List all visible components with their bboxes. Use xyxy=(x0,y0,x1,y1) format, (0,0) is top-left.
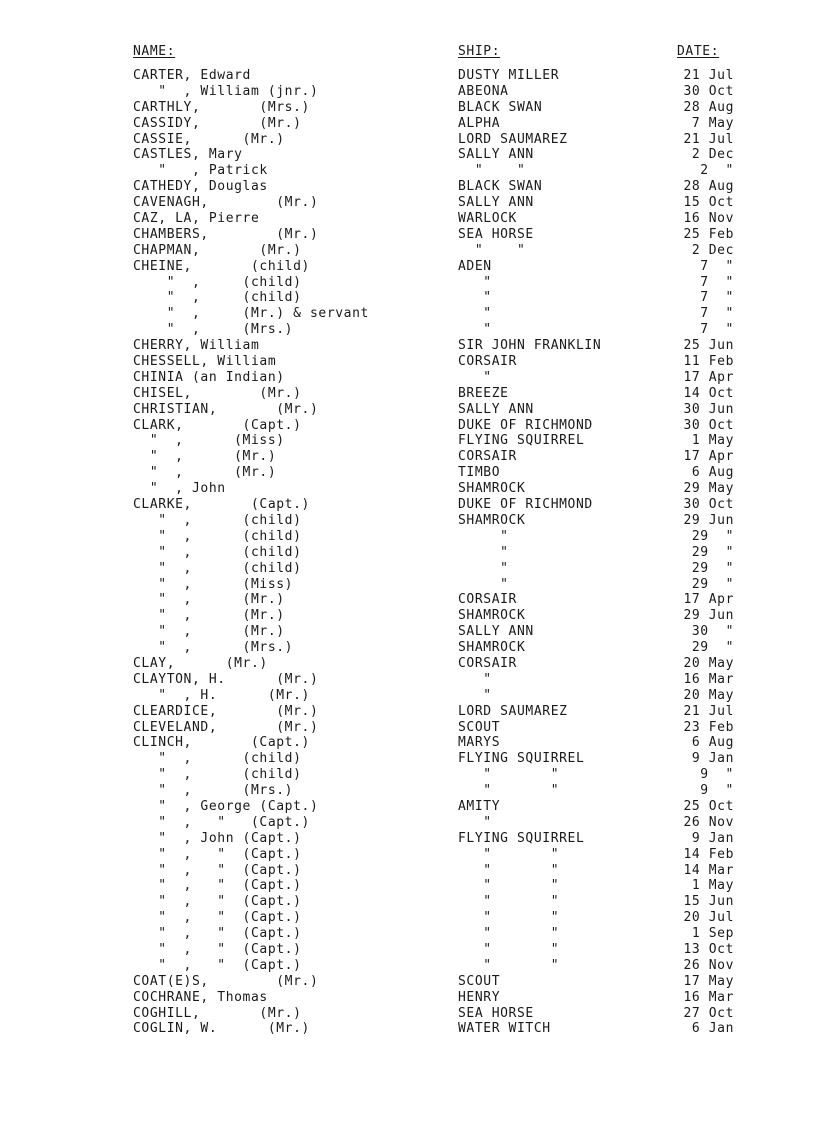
passenger-name: CARTHLY, (Mrs.) xyxy=(133,99,310,115)
list-row xyxy=(0,783,816,799)
list-row xyxy=(0,735,816,751)
list-row xyxy=(0,259,816,275)
list-row xyxy=(0,608,816,624)
passenger-name: " , (child) xyxy=(133,528,302,544)
arrival-date: 9 " xyxy=(700,767,734,783)
ship-name: " " xyxy=(458,878,560,894)
list-row xyxy=(0,465,816,481)
ship-name: CORSAIR xyxy=(458,592,517,608)
ship-name: SHAMROCK xyxy=(458,512,526,528)
list-row xyxy=(0,799,816,815)
arrival-date: 21 Jul xyxy=(683,68,734,83)
arrival-date: 9 Jan xyxy=(691,830,734,846)
passenger-name: " , (Mr.) & servant xyxy=(133,306,369,322)
passenger-name: CLAYTON, H. (Mr.) xyxy=(133,671,319,687)
arrival-date: 16 Mar xyxy=(683,671,734,687)
list-row xyxy=(0,1006,816,1022)
arrival-date: 7 " xyxy=(700,322,734,338)
arrival-date: 29 " xyxy=(691,528,734,544)
list-row xyxy=(0,767,816,783)
ship-name: SALLY ANN xyxy=(458,401,534,417)
arrival-date: 6 Aug xyxy=(691,465,734,481)
list-row xyxy=(0,163,816,179)
passenger-name: " , (Miss) xyxy=(133,576,294,592)
ship-name: TIMBO xyxy=(458,465,501,481)
passenger-name: CHAPMAN, (Mr.) xyxy=(133,242,302,258)
ship-name: DUSTY MILLER xyxy=(458,68,560,83)
arrival-date: 2 Dec xyxy=(691,147,734,163)
passenger-name: CHISEL, (Mr.) xyxy=(133,385,302,401)
arrival-date: 1 May xyxy=(691,878,734,894)
ship-name: CORSAIR xyxy=(458,449,517,465)
passenger-name: CASSIDY, (Mr.) xyxy=(133,115,302,131)
ship-name: HENRY xyxy=(458,989,501,1005)
list-row xyxy=(0,513,816,529)
arrival-date: 30 " xyxy=(691,624,734,640)
passenger-name: " , (Mrs.) xyxy=(133,640,294,656)
passenger-name: " , (child) xyxy=(133,751,302,767)
ship-name: " " xyxy=(458,163,526,179)
arrival-date: 29 " xyxy=(691,640,734,656)
arrival-date: 6 Aug xyxy=(691,735,734,751)
passenger-name: CAZ, LA, Pierre xyxy=(133,211,260,227)
arrival-date: 23 Feb xyxy=(683,719,734,735)
ship-name: " xyxy=(458,306,492,322)
passenger-name: " , John (Capt.) xyxy=(133,830,302,846)
ship-name: " " xyxy=(458,910,560,926)
list-row xyxy=(0,402,816,418)
passenger-name: " , Patrick xyxy=(133,163,268,179)
passenger-name: COAT(E)S, (Mr.) xyxy=(133,973,319,989)
passenger-name: " , " (Capt.) xyxy=(133,862,302,878)
arrival-date: 20 May xyxy=(683,687,734,703)
list-row xyxy=(0,990,816,1006)
list-row xyxy=(0,847,816,863)
list-row xyxy=(0,290,816,306)
ship-name: BLACK SWAN xyxy=(458,179,543,195)
arrival-date: 30 Oct xyxy=(683,83,734,99)
arrival-date: 11 Feb xyxy=(683,354,734,370)
passenger-name: CLAY, (Mr.) xyxy=(133,655,268,671)
ship-name: FLYING SQUIRREL xyxy=(458,751,585,767)
ship-name: " " xyxy=(458,783,560,799)
passenger-name: " , (Mr.) xyxy=(133,624,285,640)
passenger-name: CLARKE, (Capt.) xyxy=(133,497,310,513)
arrival-date: 29 " xyxy=(691,544,734,560)
ship-name: SCOUT xyxy=(458,719,501,735)
passenger-name: CHRISTIAN, (Mr.) xyxy=(133,401,319,417)
list-row xyxy=(0,227,816,243)
list-row xyxy=(0,116,816,132)
ship-name: " xyxy=(458,544,509,560)
ship-name: AMITY xyxy=(458,798,501,814)
ship-name: SHAMROCK xyxy=(458,608,526,624)
passenger-name: CHAMBERS, (Mr.) xyxy=(133,226,319,242)
passenger-name: CHEINE, (child) xyxy=(133,258,310,274)
passenger-name: CASSIE, (Mr.) xyxy=(133,131,285,147)
list-row xyxy=(0,449,816,465)
ship-name: " xyxy=(458,814,492,830)
passenger-name: CATHEDY, Douglas xyxy=(133,179,268,195)
ship-name: ALPHA xyxy=(458,115,501,131)
arrival-date: 14 Mar xyxy=(683,862,734,878)
list-row xyxy=(0,624,816,640)
ship-name: SALLY ANN xyxy=(458,147,534,163)
ship-name: SIR JOHN FRANKLIN xyxy=(458,338,602,354)
arrival-date: 14 Oct xyxy=(683,385,734,401)
arrival-date: 17 Apr xyxy=(683,592,734,608)
passenger-name: " , " (Capt.) xyxy=(133,878,302,894)
list-row xyxy=(0,942,816,958)
arrival-date: 27 Oct xyxy=(683,1005,734,1021)
arrival-date: 26 Nov xyxy=(683,814,734,830)
list-row xyxy=(0,592,816,608)
arrival-date: 21 Jul xyxy=(683,703,734,719)
ship-name: " " xyxy=(458,242,526,258)
ship-name: ADEN xyxy=(458,258,492,274)
arrival-date: 7 " xyxy=(700,258,734,274)
arrival-date: 15 Oct xyxy=(683,195,734,211)
ship-name: LORD SAUMAREZ xyxy=(458,703,568,719)
arrival-date: 17 May xyxy=(683,973,734,989)
passenger-name: " , (Mr.) xyxy=(133,608,285,624)
ship-name: BREEZE xyxy=(458,385,509,401)
list-row xyxy=(0,322,816,338)
list-row xyxy=(0,704,816,720)
passenger-name: CLARK, (Capt.) xyxy=(133,417,302,433)
arrival-date: 7 May xyxy=(691,115,734,131)
ship-name: " " xyxy=(458,926,560,942)
list-row xyxy=(0,370,816,386)
passenger-name: " , " (Capt.) xyxy=(133,846,302,862)
header-ship: SHIP: xyxy=(458,44,501,59)
passenger-name: CARTER, Edward xyxy=(133,68,251,83)
ship-name: " " xyxy=(458,846,560,862)
ship-name: " xyxy=(458,687,492,703)
list-row xyxy=(0,433,816,449)
list-row xyxy=(0,656,816,672)
ship-name: FLYING SQUIRREL xyxy=(458,433,585,449)
header-name: NAME: xyxy=(133,44,176,59)
ship-name: " xyxy=(458,369,492,385)
list-row xyxy=(0,863,816,879)
ship-name: " " xyxy=(458,894,560,910)
ship-name: MARYS xyxy=(458,735,501,751)
passenger-name: CLEARDICE, (Mr.) xyxy=(133,703,319,719)
list-row xyxy=(0,910,816,926)
ship-name: SEA HORSE xyxy=(458,1005,534,1021)
arrival-date: 25 Oct xyxy=(683,798,734,814)
ship-name: " xyxy=(458,290,492,306)
passenger-name: " , H. (Mr.) xyxy=(133,687,310,703)
passenger-name: CLEVELAND, (Mr.) xyxy=(133,719,319,735)
arrival-date: 16 Nov xyxy=(683,211,734,227)
passenger-name: " , George (Capt.) xyxy=(133,798,319,814)
list-row xyxy=(0,132,816,148)
list-row xyxy=(0,418,816,434)
ship-name: SHAMROCK xyxy=(458,640,526,656)
list-row xyxy=(0,68,816,84)
ship-name: " xyxy=(458,576,509,592)
list-row xyxy=(0,386,816,402)
ship-name: " xyxy=(458,274,492,290)
passenger-name: " , John xyxy=(133,481,226,497)
ship-name: " " xyxy=(458,941,560,957)
ship-name: " " xyxy=(458,862,560,878)
arrival-date: 9 Jan xyxy=(691,751,734,767)
passenger-name: " , " (Capt.) xyxy=(133,894,302,910)
passenger-name: COGHILL, (Mr.) xyxy=(133,1005,302,1021)
list-row xyxy=(0,926,816,942)
ship-name: " " xyxy=(458,767,560,783)
ship-name: SEA HORSE xyxy=(458,226,534,242)
passenger-name: " , (Mr.) xyxy=(133,592,285,608)
list-row xyxy=(0,831,816,847)
passenger-name: " , " (Capt.) xyxy=(133,957,302,973)
list-row xyxy=(0,497,816,513)
arrival-date: 30 Jun xyxy=(683,401,734,417)
passenger-name: " , " (Capt.) xyxy=(133,926,302,942)
list-row xyxy=(0,306,816,322)
arrival-date: 7 " xyxy=(700,274,734,290)
list-row xyxy=(0,672,816,688)
arrival-date: 17 Apr xyxy=(683,369,734,385)
list-row xyxy=(0,958,816,974)
list-row xyxy=(0,688,816,704)
ship-name: " xyxy=(458,671,492,687)
arrival-date: 1 Sep xyxy=(691,926,734,942)
list-row xyxy=(0,179,816,195)
ship-name: " xyxy=(458,560,509,576)
header-date: DATE: xyxy=(677,44,720,59)
list-row xyxy=(0,354,816,370)
arrival-date: 30 Oct xyxy=(683,417,734,433)
list-row xyxy=(0,894,816,910)
passenger-list xyxy=(0,68,816,1037)
passenger-name: " , (Mrs.) xyxy=(133,322,294,338)
ship-name: WARLOCK xyxy=(458,211,517,227)
passenger-name: COGLIN, W. (Mr.) xyxy=(133,1021,310,1037)
list-row xyxy=(0,195,816,211)
list-row xyxy=(0,545,816,561)
list-row xyxy=(0,720,816,736)
ship-name: " " xyxy=(458,957,560,973)
arrival-date: 29 Jun xyxy=(683,512,734,528)
ship-name: LORD SAUMAREZ xyxy=(458,131,568,147)
arrival-date: 6 Jan xyxy=(691,1021,734,1037)
ship-name: DUKE OF RICHMOND xyxy=(458,417,593,433)
arrival-date: 29 " xyxy=(691,576,734,592)
passenger-name: CASTLES, Mary xyxy=(133,147,243,163)
ship-name: CORSAIR xyxy=(458,354,517,370)
passenger-name: " , (child) xyxy=(133,290,302,306)
list-row xyxy=(0,974,816,990)
arrival-date: 7 " xyxy=(700,306,734,322)
arrival-date: 29 Jun xyxy=(683,608,734,624)
passenger-name: " , " (Capt.) xyxy=(133,941,302,957)
list-row xyxy=(0,211,816,227)
ship-name: SALLY ANN xyxy=(458,624,534,640)
arrival-date: 26 Nov xyxy=(683,957,734,973)
arrival-date: 17 Apr xyxy=(683,449,734,465)
ship-name: WATER WITCH xyxy=(458,1021,551,1037)
arrival-date: 13 Oct xyxy=(683,941,734,957)
passenger-name: " , (Mr.) xyxy=(133,449,277,465)
ship-name: ABEONA xyxy=(458,83,509,99)
list-row xyxy=(0,529,816,545)
list-row xyxy=(0,640,816,656)
ship-name: SCOUT xyxy=(458,973,501,989)
passenger-name: " , (Mrs.) xyxy=(133,783,294,799)
passenger-name: " , (child) xyxy=(133,560,302,576)
arrival-date: 21 Jul xyxy=(683,131,734,147)
passenger-name: CLINCH, (Capt.) xyxy=(133,735,310,751)
arrival-date: 2 " xyxy=(700,163,734,179)
ship-name: " xyxy=(458,322,492,338)
passenger-name: " , " (Capt.) xyxy=(133,910,302,926)
arrival-date: 29 May xyxy=(683,481,734,497)
list-row xyxy=(0,243,816,259)
arrival-date: 14 Feb xyxy=(683,846,734,862)
passenger-name: CAVENAGH, (Mr.) xyxy=(133,195,319,211)
list-row xyxy=(0,577,816,593)
list-row xyxy=(0,275,816,291)
ship-name: BLACK SWAN xyxy=(458,99,543,115)
arrival-date: 15 Jun xyxy=(683,894,734,910)
list-row xyxy=(0,878,816,894)
list-row xyxy=(0,561,816,577)
ship-name: CORSAIR xyxy=(458,655,517,671)
arrival-date: 1 May xyxy=(691,433,734,449)
arrival-date: 25 Jun xyxy=(683,338,734,354)
arrival-date: 28 Aug xyxy=(683,99,734,115)
passenger-name: " , (Mr.) xyxy=(133,465,277,481)
ship-name: DUKE OF RICHMOND xyxy=(458,497,593,513)
passenger-name: " , (child) xyxy=(133,544,302,560)
arrival-date: 7 " xyxy=(700,290,734,306)
passenger-name: CHERRY, William xyxy=(133,338,260,354)
passenger-name: " , (child) xyxy=(133,512,302,528)
arrival-date: 20 Jul xyxy=(683,910,734,926)
list-row xyxy=(0,815,816,831)
arrival-date: 29 " xyxy=(691,560,734,576)
passenger-name: CHINIA (an Indian) xyxy=(133,369,285,385)
list-row xyxy=(0,751,816,767)
list-row xyxy=(0,84,816,100)
list-row xyxy=(0,1021,816,1037)
arrival-date: 9 " xyxy=(700,783,734,799)
ship-name: " xyxy=(458,528,509,544)
arrival-date: 2 Dec xyxy=(691,242,734,258)
ship-name: FLYING SQUIRREL xyxy=(458,830,585,846)
passenger-name: " , " (Capt.) xyxy=(133,814,310,830)
passenger-name: CHESSELL, William xyxy=(133,354,277,370)
passenger-name: " , (child) xyxy=(133,274,302,290)
passenger-name: " , (Miss) xyxy=(133,433,285,449)
passenger-name: " , William (jnr.) xyxy=(133,83,319,99)
list-row xyxy=(0,147,816,163)
ship-name: SALLY ANN xyxy=(458,195,534,211)
list-row xyxy=(0,338,816,354)
arrival-date: 28 Aug xyxy=(683,179,734,195)
arrival-date: 20 May xyxy=(683,655,734,671)
arrival-date: 30 Oct xyxy=(683,497,734,513)
passenger-name: COCHRANE, Thomas xyxy=(133,989,268,1005)
ship-name: SHAMROCK xyxy=(458,481,526,497)
list-row xyxy=(0,481,816,497)
passenger-name: " , (child) xyxy=(133,767,302,783)
list-row xyxy=(0,100,816,116)
arrival-date: 25 Feb xyxy=(683,226,734,242)
arrival-date: 16 Mar xyxy=(683,989,734,1005)
